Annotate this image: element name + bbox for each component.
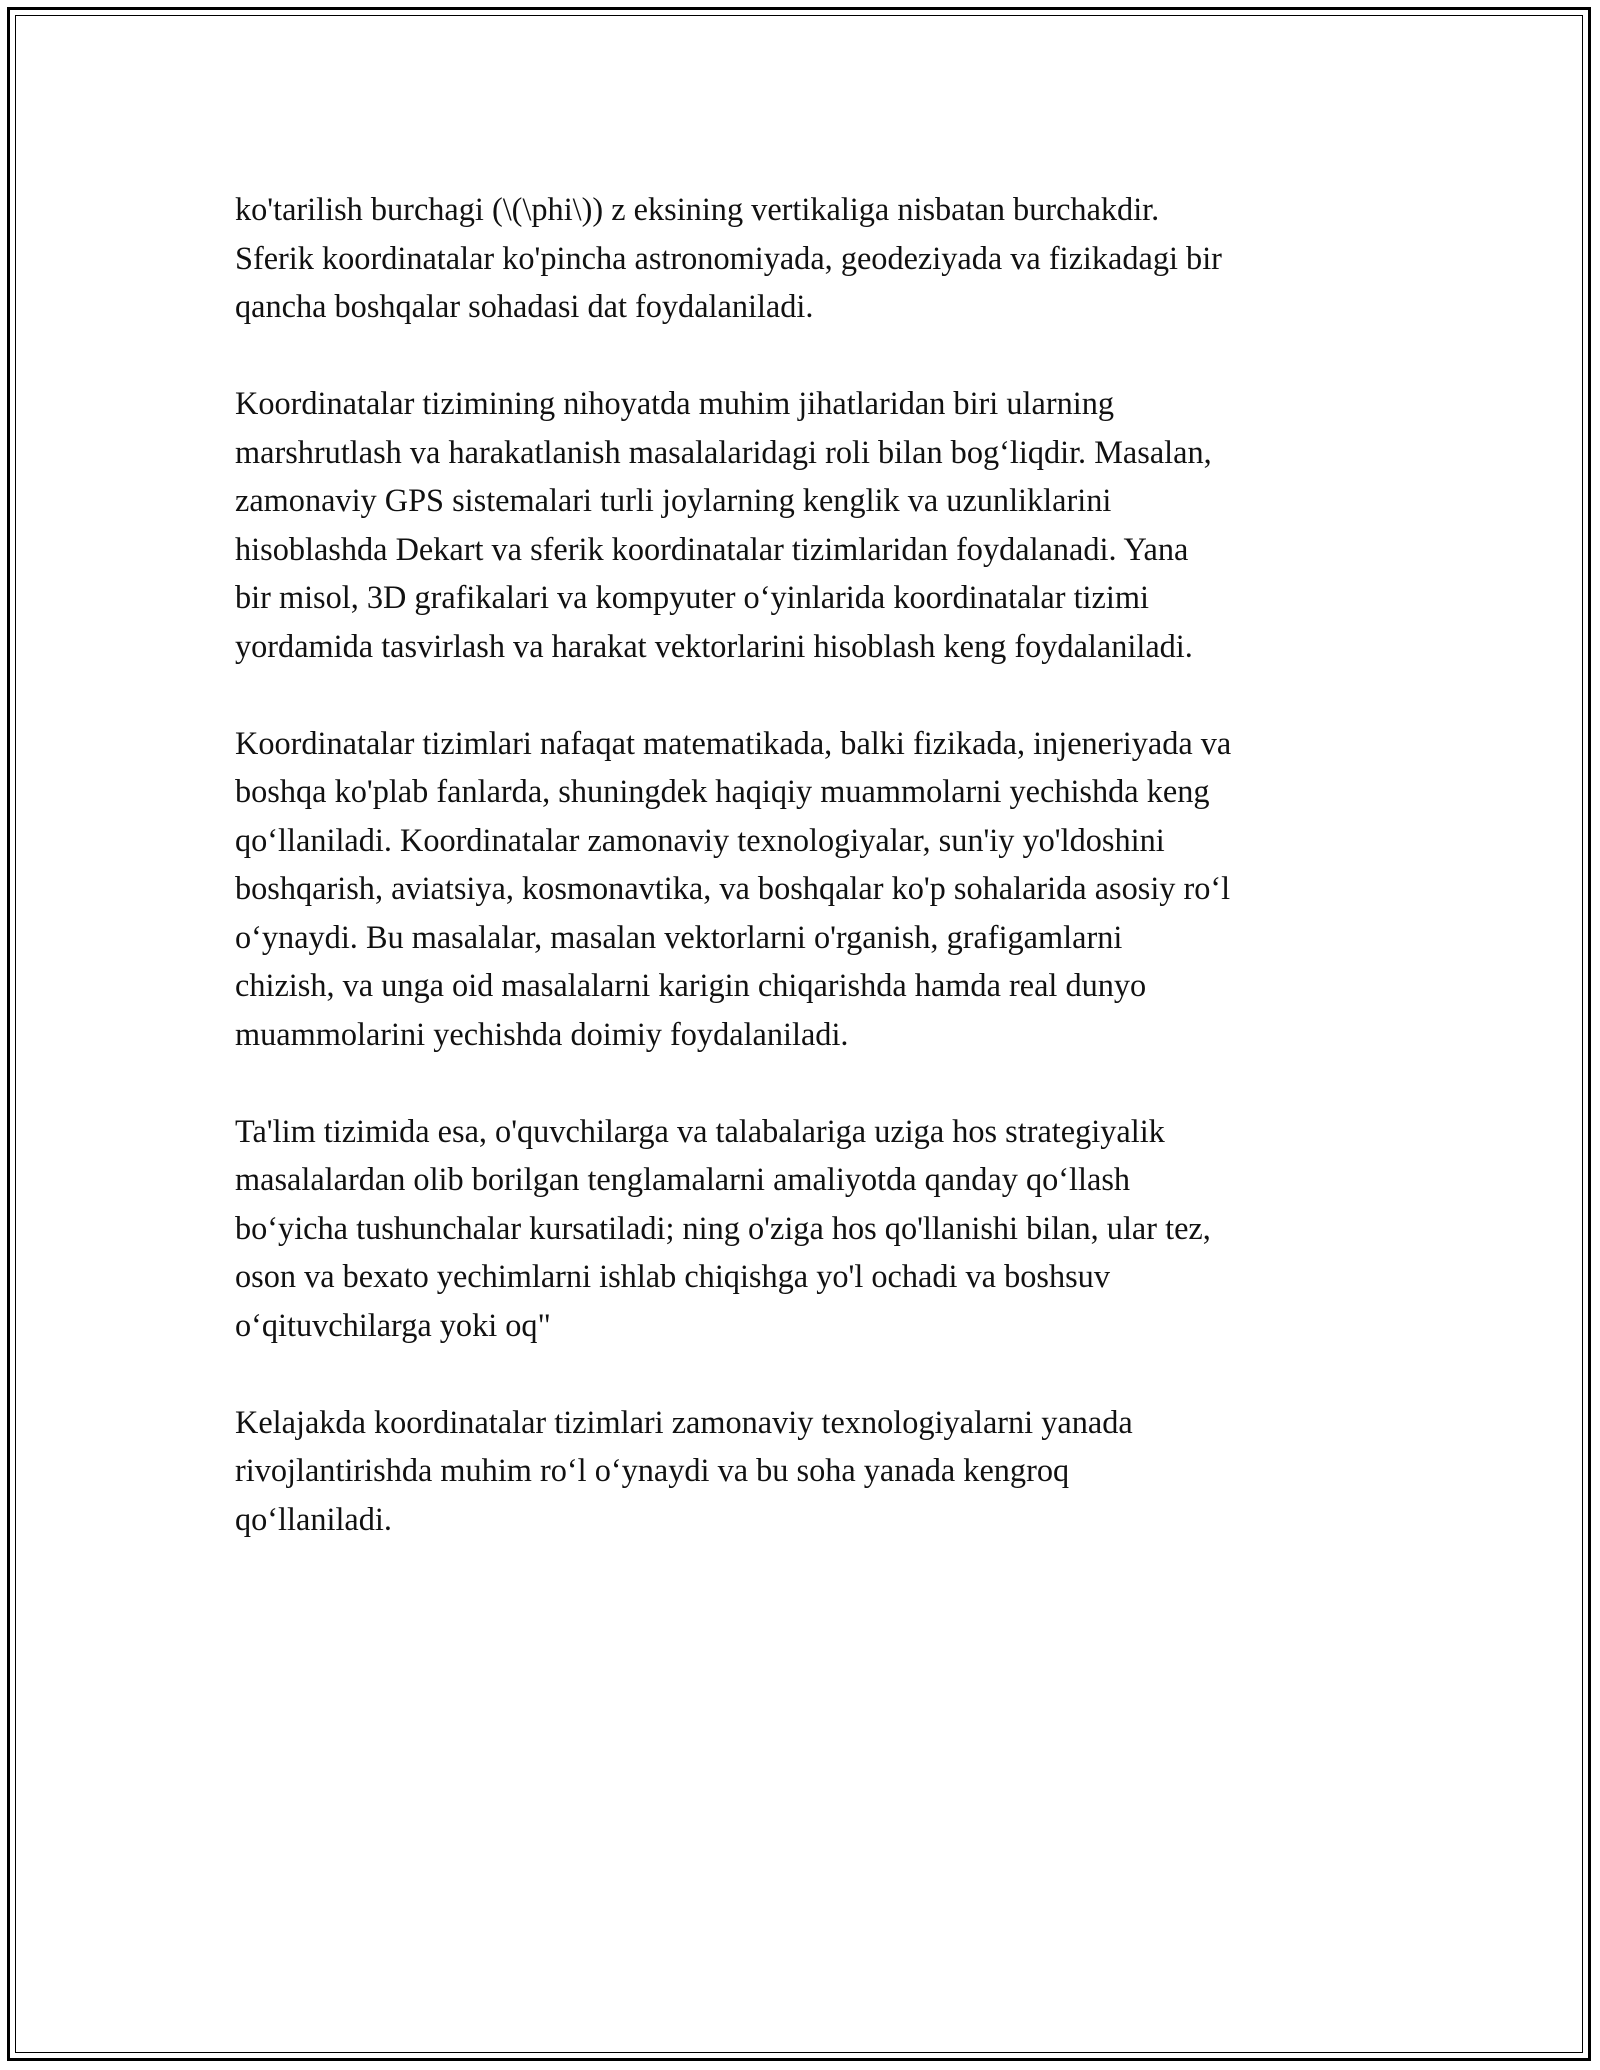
- text-line: qo‘llaniladi. Koordinatalar zamonaviy texnologiyalar, sun'iy yo'ldoshini: [235, 821, 1165, 858]
- text-line: chizish, va unga oid masalalarni karigin chiqarishda hamda real dunyo: [235, 967, 1147, 1003]
- text-line: ko'tarilish burchagi (\(\phi\)) z eksining vertikaliga nisbatan burchakdir.: [235, 191, 1160, 227]
- text-line: masalalardan olib borilgan tenglamalarni amaliyotda qanday qo‘llash: [235, 1161, 1131, 1197]
- paragraph-5: [235, 1398, 1375, 1544]
- text-line: boshqa ko'plab fanlarda, shuningdek haqiqiy muammolarni yechishda keng: [235, 773, 1210, 809]
- text-line: yordamida tasvirlash va harakat vektorlarini hisoblash keng foydalaniladi.: [235, 627, 1193, 664]
- text-line: qo‘llaniladi.: [235, 1500, 392, 1537]
- text-line: zamonaviy GPS sistemalari turli joylarning kenglik va uzunliklarini: [235, 482, 1112, 518]
- text-line: Ta'lim tizimida esa, o'quvchilarga va talabalariga uziga hos strategiyalik: [235, 1112, 1165, 1149]
- paragraph-4: [235, 1107, 1375, 1350]
- text-line: hisoblashda Dekart va sferik koordinatalar tizimlaridan foydalanadi. Yana: [235, 530, 1189, 567]
- paragraph-1: [235, 185, 1375, 331]
- text-line: qancha boshqalar sohadasi dat foydalaniladi.: [235, 288, 814, 324]
- text-line: o‘qituvchilarga yoki oq": [235, 1306, 551, 1343]
- text-line: Koordinatalar tizimining nihoyatda muhim jihatlaridan biri ularning: [235, 385, 1114, 421]
- text-line: Kelajakda koordinatalar tizimlari zamonaviy texnologiyalarni yanada: [235, 1403, 1133, 1440]
- paragraph-2: [235, 379, 1375, 670]
- text-line: marshrutlash va harakatlanish masalalaridagi roli bilan bog‘liqdir. Masalan,: [235, 433, 1212, 470]
- text-line: o‘ynaydi. Bu masalalar, masalan vektorlarni o'rganish, grafigamlarni: [235, 918, 1123, 955]
- text-line: bo‘yicha tushunchalar kursatiladi; ning o'ziga hos qo'llanishi bilan, ular tez,: [235, 1209, 1211, 1246]
- text-line: oson va bexato yechimlarni ishlab chiqishga yo'l ochadi va boshsuv: [235, 1258, 1110, 1294]
- text-line: muammolarini yechishda doimiy foydalaniladi.: [235, 1015, 849, 1052]
- text-line: bir misol, 3D grafikalari va kompyuter o‘yinlarida koordinatalar tizimi: [235, 579, 1149, 615]
- document-body: [235, 185, 1375, 1592]
- text-line: rivojlantirishda muhim ro‘l o‘ynaydi va bu soha yanada kengroq: [235, 1452, 1070, 1488]
- paragraph-3: [235, 719, 1375, 1059]
- text-line: Sferik koordinatalar ko'pincha astronomiyada, geodeziyada va fizikadagi bir: [235, 239, 1222, 276]
- text-line: Koordinatalar tizimlari nafaqat matematikada, balki fizikada, injeneriyada va: [235, 724, 1232, 761]
- text-line: boshqarish, aviatsiya, kosmonavtika, va boshqalar ko'p sohalarida asosiy ro‘l: [235, 870, 1231, 906]
